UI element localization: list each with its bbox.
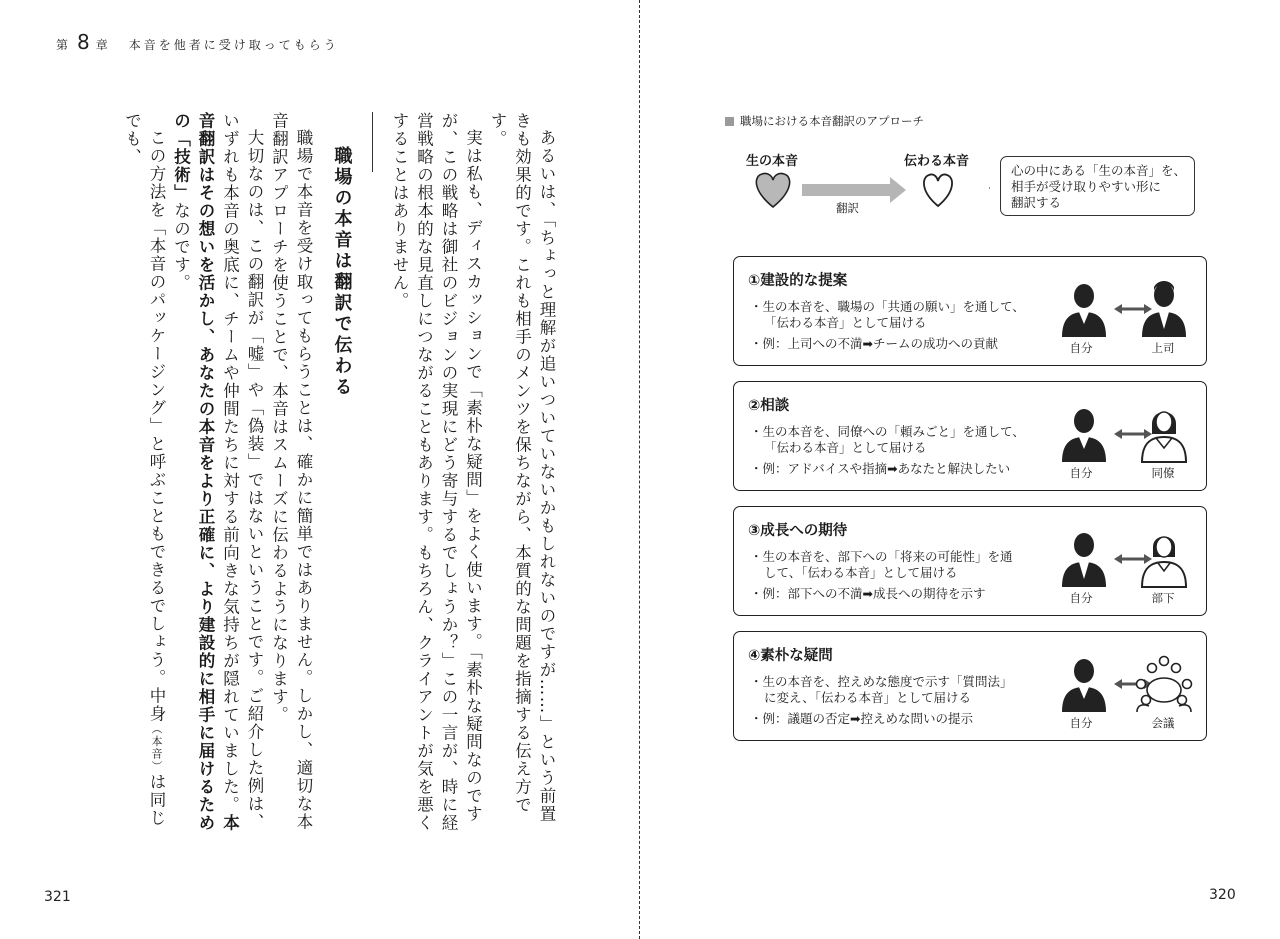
person-suit-icon [1062,659,1106,712]
person-label-self: 自分 [1069,466,1093,480]
text-span: 大切なのは、この翻訳が「嘘」や「偽装」ではないということです。ご紹介した例は、いずれも本音の奥底に、チームや仲間たちに対する前向きな気持ちが隠れていました。 [220,112,264,831]
person-label-self: 自分 [1069,341,1093,355]
approach-card [733,631,1207,741]
person-colleague-icon [1142,412,1186,462]
card-title: ④素朴な疑問 [748,648,833,664]
card-title: ①建設的な提案 [748,273,848,289]
card-line: ・例：アドバイスや指摘➡あなたと解決したい [750,461,1011,476]
text-span: なのです。 [171,202,191,292]
figure-title [725,113,924,129]
person-suit-icon [1062,284,1106,337]
person-label-self: 自分 [1069,716,1093,730]
paragraph: 実は私も、ディスカッションで「素朴な疑問」をよく使います。「素朴な疑問なのですが、この戦略は御社のビジョンの実現にどう寄与するでしょうか？」この一言が、時に経営戦略の根本的な見直しにつながることもあります。もちろん、クライアントが気を悪くすることはありません。 [390,112,483,832]
meeting-table-icon [1137,657,1192,713]
translation-graphic [740,146,990,228]
people-graphic [1052,654,1202,714]
chapter-number: 8 [77,30,90,54]
text-span: この方法を「本音のパッケージング」と呼ぶこともできるでしょう。中身 [147,128,166,723]
bubble-line: 翻訳する [1011,195,1062,210]
card-line: ・生の本音を、控えめな態度で示す「質問法」 [750,674,1013,689]
person-label-self: 自分 [1069,591,1093,605]
section-heading: 職場の本音は翻訳で伝わる [331,146,353,398]
card-line: 「伝わる本音」として届ける [764,315,927,330]
person-boss-icon [1062,533,1106,587]
text-span: は同じでも、 [122,112,166,827]
paragraph [119,112,168,832]
double-arrow-icon [1114,429,1152,439]
approach-card [733,381,1207,491]
section-rule [372,112,373,172]
body-text [58,112,558,832]
card-title: ②相談 [748,398,790,414]
people-graphic [1052,279,1192,339]
card-title: ③成長への期待 [748,523,848,539]
card-line: ・生の本音を、部下への「将来の可能性」を通 [750,549,1013,564]
page-number-right: 320 [1209,887,1236,903]
paragraph: 職場で本音を受け取ってもらうことは、確かに簡単ではありません。しかし、適切な本音翻訳アプローチを使うことで、本音はスムーズに伝わるようになります。 [269,112,313,831]
chapter-header [56,30,339,54]
emphasis-text: 本音翻訳はその想いを活かし、あなたの本音をより正確に、より建設的に相手に届けるための「技術」 [171,112,240,832]
double-arrow-icon [1114,304,1152,314]
gray-heart-icon [756,173,789,207]
card-line: 「伝わる本音」として届ける [764,440,927,455]
double-arrow-icon [1114,679,1152,689]
small-note: （本音） [150,722,163,773]
bubble-line: 心の中にある「生の本音」を、 [1011,163,1187,178]
paragraph: あるいは、「ちょっと理解が追いついていないかもしれないのですが……」という前置きも効果的です。これも相手のメンツを保ちながら、本質的な問題を指摘する伝え方です。 [488,112,556,823]
card-line: ・例：部下への不満➡成長への期待を示す [750,586,986,601]
card-line: ・例：議題の否定➡控えめな問いの提示 [750,711,973,726]
person-subordinate-icon [1142,537,1186,588]
translation-intro [740,146,1210,228]
approach-card [733,506,1207,616]
page-spread-divider [639,0,640,939]
approach-card [733,256,1207,366]
person-label-other: 部下 [1151,591,1175,605]
figure-title-text: 職場における本音翻訳のアプローチ [740,114,924,128]
card-line: ・生の本音を、職場の「共通の願い」を通して、 [750,299,1025,314]
person-label-other: 上司 [1151,341,1175,355]
translation-label: 翻訳 [836,201,859,215]
conveyed-honne-label: 伝わる本音 [904,154,970,169]
page-number-left: 321 [44,889,71,905]
double-arrow-icon [1114,554,1152,564]
paragraph [168,112,266,832]
raw-honne-label: 生の本音 [746,154,799,169]
card-line: ・生の本音を、同僚への「頼みごと」を通して、 [750,424,1025,439]
square-bullet-icon [725,117,734,126]
people-graphic [1052,529,1192,589]
chapter-suffix: 章 [95,38,111,52]
person-label-other: 同僚 [1151,466,1175,480]
people-graphic [1052,404,1192,464]
bubble-line: 相手が受け取りやすい形に [1011,179,1162,194]
card-line: して、「伝わる本音」として届ける [764,565,958,580]
person-suit-icon [1062,409,1106,462]
card-line: に変え、「伝わる本音」として届ける [764,690,972,705]
person-label-other: 会議 [1151,716,1175,730]
chapter-title: 本音を他者に受け取ってもらう [128,38,339,52]
chapter-prefix: 第 [56,38,72,52]
card-line: ・例：上司への不満➡チームの成功への貢献 [750,336,998,351]
speech-bubble [1000,156,1195,216]
outline-heart-icon [924,174,952,206]
